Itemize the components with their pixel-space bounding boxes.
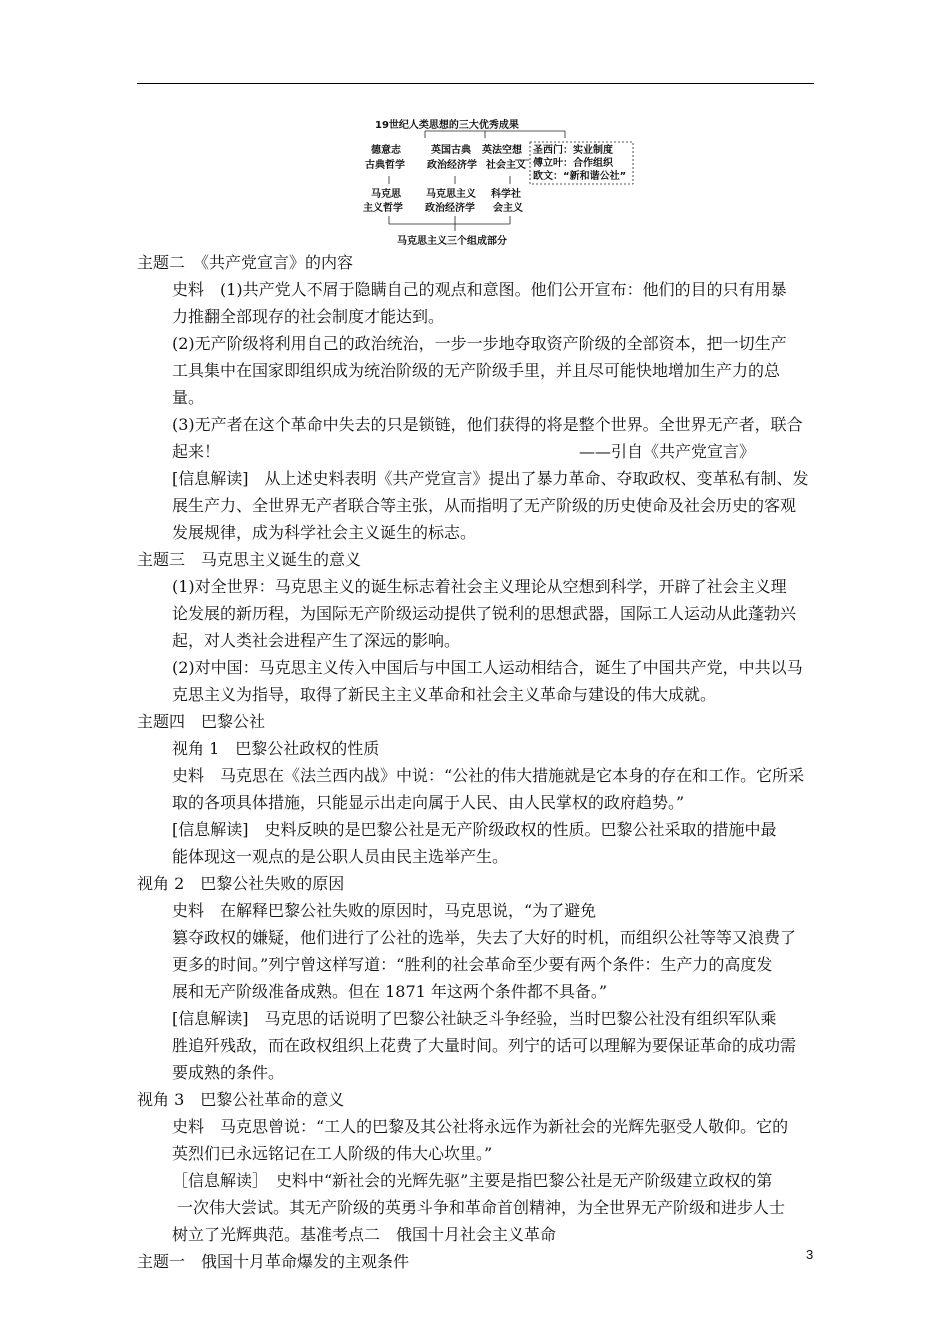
page-number: 3	[806, 1247, 814, 1262]
subheading-view-2: 视角 2 巴黎公社失败的原因	[137, 874, 345, 893]
text-line: [信息解读] 从上述史料表明《共产党宣言》提出了暴力革命、夺取政权、变革私有制、发	[172, 469, 809, 488]
text-line: 要成熟的条件。	[172, 1063, 285, 1082]
diagram-side-3: 欧文：“新和谐公社”	[533, 171, 627, 182]
text-line: 更多的时间。”列宁曾这样写道：“胜利的社会革命至少要有两个条件：生产力的高度发	[172, 955, 773, 974]
text-line: (2)对中国：马克思主义传入中国后与中国工人运动相结合，诞生了中国共产党，中共以马	[172, 658, 803, 677]
diagram-col3-a: 英法空想	[482, 145, 522, 156]
diagram-res1-a: 马克思	[371, 189, 401, 200]
diagram-col1-b: 古典哲学	[365, 160, 405, 171]
heading-theme-4: 主题四 巴黎公社	[137, 712, 266, 731]
text-line: 起，对人类社会进程产生了深远的影响。	[172, 631, 461, 650]
text-line: 展生产力、全世界无产者联合等主张，从而指明了无产阶级的历史使命及社会历史的客观	[172, 496, 797, 515]
text-line: 史料 在解释巴黎公社失败的原因时，马克思说，“为了避免	[172, 901, 597, 920]
text-line: 胜追歼残敌，而在政权组织上花费了大量时间。列宁的话可以理解为要保证革命的成功需	[172, 1036, 797, 1055]
text-line: 工具集中在国家即组织成为统治阶级的无产阶级手里，并且尽可能快地增加生产力的总	[172, 361, 781, 380]
text-line: 篡夺政权的嫌疑，他们进行了公社的选举，失去了大好的时机，而组织公社等等又浪费了	[172, 928, 797, 947]
diagram-side-2: 傅立叶：合作组织	[533, 158, 613, 169]
text-line: 树立了光辉典范。基准考点二 俄国十月社会主义革命	[172, 1225, 557, 1244]
diagram-col3-b: 社会主义	[486, 160, 526, 171]
text-fragment: 起来！	[172, 442, 221, 461]
text-line: 能体现这一观点的是公职人员由民主选举产生。	[172, 847, 509, 866]
subheading-view-3: 视角 3 巴黎公社革命的意义	[137, 1090, 345, 1109]
document-body	[137, 249, 817, 1275]
subheading-view-1: 视角 1 巴黎公社政权的性质	[172, 739, 380, 758]
diagram-top-title: 19世纪人类思想的三大优秀成果	[375, 120, 519, 131]
text-line: 论发展的新历程，为国际无产阶级运动提供了锐利的思想武器，国际工人运动从此蓬勃兴	[172, 604, 797, 623]
text-line: 史料 马克思曾说：“工人的巴黎及其公社将永远作为新社会的光辉先驱受人敬仰。它的	[172, 1117, 789, 1136]
text-line: 发展规律，成为科学社会主义诞生的标志。	[172, 523, 477, 542]
marxism-sources-diagram	[355, 118, 635, 250]
header-rule	[137, 83, 814, 84]
text-line: (3)无产者在这个革命中失去的只是锁链，他们获得的将是整个世界。全世界无产者，联合	[172, 415, 803, 434]
text-line: [信息解读] 史料反映的是巴黎公社是无产阶级政权的性质。巴黎公社采取的措施中最	[172, 820, 777, 839]
heading-theme-1: 主题一 俄国十月革命爆发的主观条件	[137, 1252, 410, 1271]
text-line: 史料 (1)共产党人不屑于隐瞒自己的观点和意图。他们公开宣布：他们的目的只有用暴	[172, 280, 787, 299]
heading-theme-2: 主题二 《共产党宣言》的内容	[137, 253, 354, 272]
heading-theme-3: 主题三 马克思主义诞生的意义	[137, 550, 362, 569]
text-line: 一次伟大尝试。其无产阶级的英勇斗争和革命首创精神，为全世界无产阶级和进步人士	[177, 1198, 786, 1217]
text-line: 克思主义为指导，取得了新民主主义革命和社会主义革命与建设的伟大成就。	[172, 685, 717, 704]
text-line: 力推翻全部现存的社会制度才能达到。	[172, 307, 445, 326]
diagram-side-1: 圣西门：实业制度	[533, 145, 613, 156]
diagram-col2-a: 英国古典	[431, 145, 471, 156]
diagram-col2-b: 政治经济学	[427, 160, 477, 171]
text-line: (1)对全世界：马克思主义的诞生标志着社会主义理论从空想到科学，开辟了社会主义理	[172, 577, 787, 596]
text-line	[137, 438, 817, 465]
diagram-res3-b: 会主义	[493, 203, 523, 214]
text-line: [信息解读] 马克思的话说明了巴黎公社缺乏斗争经验，当时巴黎公社没有组织军队乘	[172, 1009, 777, 1028]
text-line: ［信息解读］ 史料中“新社会的光辉先驱”主要是指巴黎公社是无产阶级建立政权的第	[172, 1171, 773, 1190]
text-line: 史料 马克思在《法兰西内战》中说：“公社的伟大措施就是它本身的存在和工作。它所采	[172, 766, 805, 785]
diagram-res2-b: 政治经济学	[425, 203, 475, 214]
citation: ——引自《共产党宣言》	[578, 442, 755, 461]
diagram-res2-a: 马克思主义	[426, 189, 476, 200]
diagram-bottom: 马克思主义三个组成部分	[397, 236, 507, 247]
text-line: 取的各项具体措施，只能显示出走向属于人民、由人民掌权的政府趋势。”	[172, 793, 685, 812]
text-line: (2)无产阶级将利用自己的政治统治，一步一步地夺取资产阶级的全部资本，把一切生产	[172, 334, 787, 353]
text-line: 英烈们已永远铭记在工人阶级的伟大心坎里。”	[172, 1144, 493, 1163]
text-line: 量。	[172, 388, 205, 407]
text-line: 展和无产阶级准备成熟。但在 1871 年这两个条件都不具备。”	[172, 982, 608, 1001]
diagram-res1-b: 主义哲学	[363, 203, 403, 214]
diagram-col1-a: 德意志	[371, 145, 401, 156]
diagram-res3-a: 科学社	[491, 189, 521, 200]
